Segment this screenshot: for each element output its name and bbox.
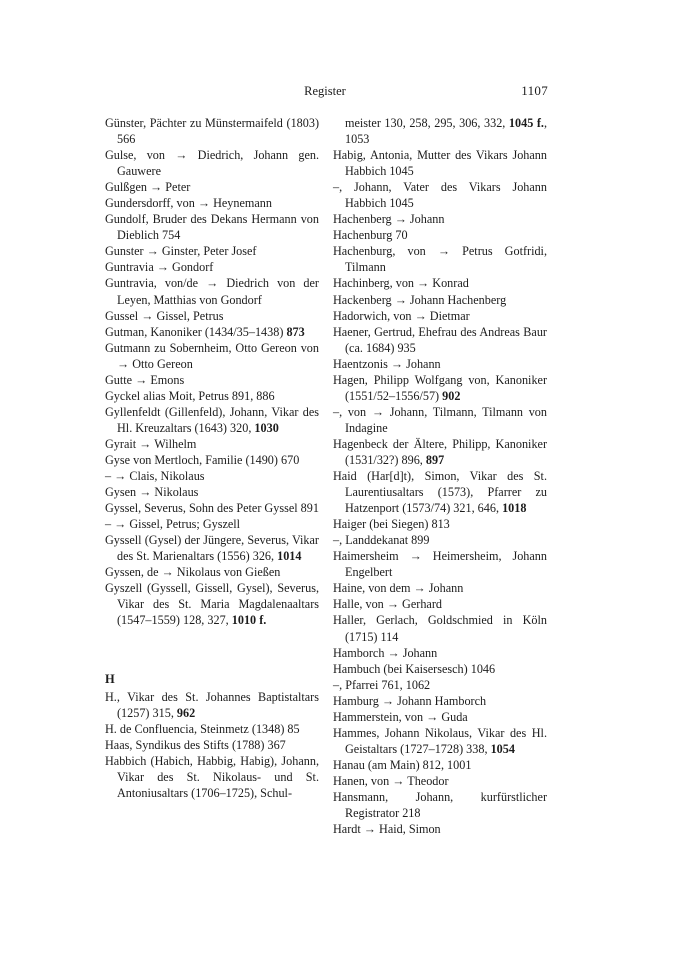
entry-text: Gyssell (Gysel) der Jüngere, Severus, Vikar des St. Marienaltars (1556) 326, bbox=[105, 533, 319, 564]
entry-text-after: , 1053 bbox=[345, 116, 547, 147]
index-entry bbox=[105, 147, 319, 179]
index-entry bbox=[105, 737, 319, 753]
right-entries bbox=[333, 115, 547, 837]
index-entry bbox=[333, 548, 547, 580]
entry-text: Günster, Pächter zu Münstermaifeld (1803) 566 bbox=[105, 116, 319, 147]
index-entry bbox=[333, 211, 547, 227]
bold-page-ref: 1030 bbox=[254, 420, 279, 435]
bold-page-ref: 897 bbox=[425, 452, 445, 467]
entry-text: Gutman, Kanoniker (1434/35–1438) bbox=[105, 324, 287, 339]
entry-text: Hackenberg → Johann Hachenberg bbox=[333, 292, 507, 307]
index-entry bbox=[105, 195, 319, 211]
entry-text: Gulse, von → Diedrich, Johann gen. Gauwere bbox=[105, 148, 319, 179]
entry-text: Gutmann zu Sobernheim, Otto Gereon von → Otto Gereon bbox=[105, 340, 319, 371]
entry-text: Gunster → Ginster, Peter Josef bbox=[105, 244, 257, 259]
entry-text: Haentzonis → Johann bbox=[333, 356, 441, 371]
index-entry bbox=[105, 500, 319, 516]
index-entry bbox=[333, 372, 547, 404]
index-entry bbox=[333, 612, 547, 644]
index-entry bbox=[105, 115, 319, 147]
entry-text: – → Clais, Nikolaus bbox=[105, 469, 205, 484]
index-entry bbox=[105, 753, 319, 801]
entry-text: Gyszell (Gyssell, Gissell, Gysel), Severus, Vikar des St. Maria Magdalenaaltars (1547–1559) 128, 327, bbox=[105, 581, 319, 628]
index-entry bbox=[333, 580, 547, 596]
bold-page-ref: 1014 bbox=[277, 549, 302, 564]
index-entry bbox=[105, 388, 319, 404]
entry-text: Haener, Gertrud, Ehefrau des Andreas Baur (ca. 1684) 935 bbox=[333, 324, 547, 355]
entry-text: Hachenburg, von → Petrus Gotfridi, Tilmann bbox=[333, 244, 547, 275]
index-entry bbox=[333, 677, 547, 693]
bold-page-ref: 962 bbox=[176, 705, 196, 720]
index-entry bbox=[333, 227, 547, 243]
index-entry bbox=[333, 773, 547, 789]
entry-text: Hanen, von → Theodor bbox=[333, 773, 449, 788]
entry-text: Hachenberg → Johann bbox=[333, 212, 445, 227]
entry-text: Halle, von → Gerhard bbox=[333, 597, 442, 612]
entry-text: Hachinberg, von → Konrad bbox=[333, 276, 469, 291]
index-entry bbox=[105, 308, 319, 324]
bold-page-ref: 902 bbox=[442, 388, 461, 403]
left-entries bbox=[105, 115, 319, 629]
index-entry bbox=[333, 532, 547, 548]
bold-page-ref: 1045 f. bbox=[508, 116, 544, 130]
index-entry bbox=[105, 484, 319, 500]
entry-text: Gyrait → Wilhelm bbox=[105, 436, 197, 451]
entry-text: Hamborch → Johann bbox=[333, 645, 438, 660]
index-entry bbox=[105, 259, 319, 275]
entry-text: Gutte → Emons bbox=[105, 372, 185, 387]
entry-text: Gyse von Mertloch, Familie (1490) 670 bbox=[105, 452, 300, 467]
running-head bbox=[0, 83, 700, 103]
entry-text: Hadorwich, von → Dietmar bbox=[333, 308, 470, 323]
entry-text: Habbich (Habich, Habbig, Habig), Johann, Vikar des St. Nikolaus- und St. Antoniusaltars (1706–1725), Schul- bbox=[105, 753, 319, 800]
entry-text: Haine, von dem → Johann bbox=[333, 581, 464, 596]
bold-page-ref: 1018 bbox=[502, 501, 527, 516]
index-entry bbox=[333, 324, 547, 356]
entry-text: Hamburg → Johann Hamborch bbox=[333, 693, 487, 708]
index-entry bbox=[105, 436, 319, 452]
entry-text: –, Landdekanat 899 bbox=[333, 533, 430, 548]
index-entry bbox=[333, 693, 547, 709]
entry-text: –, von → Johann, Tilmann, Tilmann von Indagine bbox=[333, 404, 547, 435]
entry-text: Habig, Antonia, Mutter des Vikars Johann Habbich 1045 bbox=[333, 148, 547, 179]
index-entry bbox=[333, 179, 547, 211]
running-title: Register bbox=[304, 84, 346, 98]
index-entry bbox=[105, 372, 319, 388]
index-entry bbox=[333, 275, 547, 291]
index-entry bbox=[333, 115, 547, 147]
entry-text: Gyssel, Severus, Sohn des Peter Gyssel 891 bbox=[105, 501, 319, 516]
index-entry bbox=[105, 324, 319, 340]
index-entry bbox=[105, 689, 319, 721]
entry-text: Haimersheim → Heimersheim, Johann Engelbert bbox=[333, 549, 547, 580]
entry-text: –, Johann, Vater des Vikars Johann Habbich 1045 bbox=[333, 180, 547, 211]
entry-text: H. de Confluencia, Steinmetz (1348) 85 bbox=[105, 721, 300, 736]
entry-text: Hansmann, Johann, kurfürstlicher Registrator 218 bbox=[333, 789, 547, 821]
entry-text: Gulßgen → Peter bbox=[105, 180, 191, 195]
entry-text: Gundolf, Bruder des Dekans Hermann von Dieblich 754 bbox=[105, 212, 319, 243]
entry-text: Guntravia → Gondorf bbox=[105, 260, 214, 275]
index-entry bbox=[333, 821, 547, 837]
index-entry bbox=[105, 452, 319, 468]
entry-text: Hagen, Philipp Wolfgang von, Kanoniker (1551/52–1556/57) bbox=[333, 372, 547, 403]
page-number: 1107 bbox=[521, 83, 548, 98]
index-entry bbox=[333, 292, 547, 308]
entry-text: Guntravia, von/de → Diedrich von der Leyen, Matthias von Gondorf bbox=[105, 276, 319, 307]
entry-text: Haas, Syndikus des Stifts (1788) 367 bbox=[105, 737, 286, 752]
entry-text: meister 130, 258, 295, 306, 332, bbox=[345, 116, 509, 130]
bold-page-ref: 1054 bbox=[490, 741, 515, 756]
index-entry bbox=[333, 661, 547, 677]
index-entry bbox=[333, 789, 547, 821]
right-column bbox=[333, 115, 547, 837]
entry-text: Gyckel alias Moit, Petrus 891, 886 bbox=[105, 388, 275, 403]
entry-text: Haller, Gerlach, Goldschmied in Köln (1715) 114 bbox=[333, 613, 547, 644]
index-entry bbox=[105, 468, 319, 484]
index-entry bbox=[105, 532, 319, 564]
entry-text: Hambuch (bei Kaisersesch) 1046 bbox=[333, 661, 496, 676]
index-entry bbox=[105, 340, 319, 372]
bold-page-ref: 1010 f. bbox=[231, 613, 267, 628]
index-entry bbox=[333, 147, 547, 179]
entry-text: Gyssen, de → Nikolaus von Gießen bbox=[105, 565, 281, 580]
index-entry bbox=[333, 709, 547, 725]
index-entry bbox=[105, 721, 319, 737]
index-entry bbox=[333, 243, 547, 275]
index-entry bbox=[105, 404, 319, 436]
index-entry bbox=[105, 564, 319, 580]
index-entry bbox=[105, 179, 319, 195]
index-entry bbox=[105, 516, 319, 532]
entry-text: Gysen → Nikolaus bbox=[105, 485, 199, 500]
entry-text: Haiger (bei Siegen) 813 bbox=[333, 517, 450, 532]
index-entry bbox=[333, 356, 547, 372]
entry-text: Hammes, Johann Nikolaus, Vikar des Hl. Geistaltars (1727–1728) 338, bbox=[333, 725, 547, 756]
entry-text: Hammerstein, von → Guda bbox=[333, 709, 468, 724]
index-entry bbox=[333, 757, 547, 773]
index-entry bbox=[105, 243, 319, 259]
entry-text: Hagenbeck der Ältere, Philipp, Kanoniker (1531/32?) 896, bbox=[333, 436, 547, 467]
index-entry bbox=[333, 645, 547, 661]
entry-text: Hanau (am Main) 812, 1001 bbox=[333, 757, 472, 772]
entry-text: Hardt → Haid, Simon bbox=[333, 822, 441, 837]
entry-text: Gussel → Gissel, Petrus bbox=[105, 308, 224, 323]
entry-text: Hachenburg 70 bbox=[333, 228, 408, 243]
entry-text: H., Vikar des St. Johannes Baptistaltars (1257) 315, bbox=[105, 689, 319, 720]
left-column bbox=[105, 115, 319, 801]
entry-text: Gundersdorff, von → Heynemann bbox=[105, 196, 272, 211]
bold-page-ref: 873 bbox=[286, 324, 305, 339]
entry-text: Gyllenfeldt (Gillenfeld), Johann, Vikar des Hl. Kreuzaltars (1643) 320, bbox=[105, 404, 319, 435]
index-entry bbox=[333, 436, 547, 468]
index-entry bbox=[333, 596, 547, 612]
entry-text: –, Pfarrei 761, 1062 bbox=[333, 677, 431, 692]
index-entry bbox=[333, 725, 547, 757]
index-entry bbox=[333, 468, 547, 516]
index-entry bbox=[105, 275, 319, 307]
entry-text: Haid (Har[d]t), Simon, Vikar des St. Laurentiusaltars (1573), Pfarrer zu Hatzenport (1573/74) 321, 646, bbox=[333, 469, 547, 516]
index-entry bbox=[105, 211, 319, 243]
index-entry bbox=[333, 404, 547, 436]
entry-text: – → Gissel, Petrus; Gyszell bbox=[105, 517, 241, 532]
index-entry bbox=[105, 580, 319, 628]
index-entry bbox=[333, 516, 547, 532]
section-letter: H bbox=[105, 671, 115, 686]
index-entry bbox=[333, 308, 547, 324]
left-h-entries bbox=[105, 689, 319, 801]
